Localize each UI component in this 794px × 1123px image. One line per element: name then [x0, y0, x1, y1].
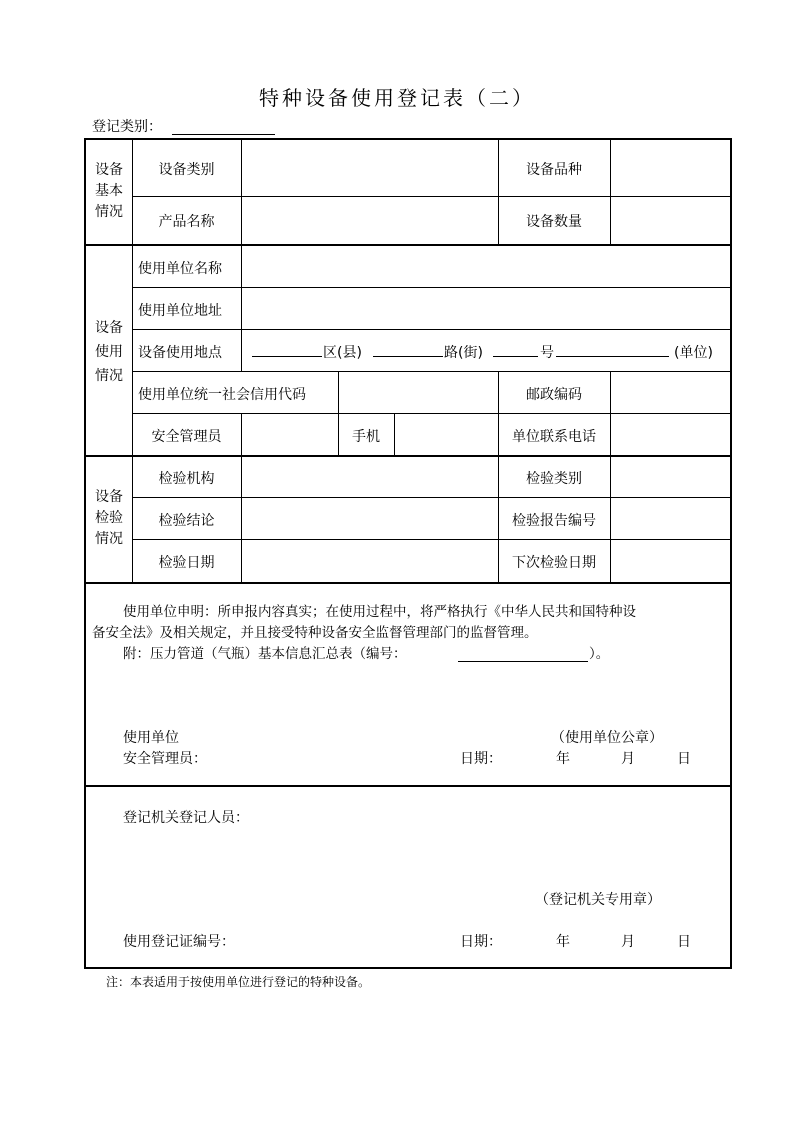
declaration-year: 年	[556, 751, 570, 767]
declaration-day: 日	[677, 751, 691, 767]
declaration-month: 月	[621, 751, 635, 767]
label-inspection-agency: 检验机构	[158, 471, 215, 487]
field-next-inspection-date[interactable]	[611, 540, 731, 581]
label-credit-code: 使用单位统一社会信用代码	[138, 387, 306, 403]
user-unit-seal: （使用单位公章）	[551, 730, 663, 746]
label-unit-name: 使用单位名称	[138, 261, 222, 277]
label-road: 路(街)	[444, 345, 483, 361]
declaration-line-2: 备安全法》及相关规定，并且接受特种设备安全监督管理部门的监督管理。	[92, 625, 538, 641]
field-equipment-quantity[interactable]	[611, 197, 731, 244]
registration-month: 月	[621, 934, 635, 950]
field-location-number[interactable]	[493, 356, 538, 357]
label-inspection-category: 检验类别	[526, 471, 582, 487]
label-next-inspection-date: 下次检验日期	[512, 555, 596, 571]
label-postal-code: 邮政编码	[526, 387, 582, 403]
declaration-safety-manager-label: 安全管理员：	[123, 751, 207, 767]
label-mobile: 手机	[352, 429, 380, 445]
registration-seal: （登记机关专用章）	[535, 892, 661, 908]
label-district: 区(县)	[323, 345, 362, 361]
registration-form	[84, 138, 732, 969]
label-equipment-variety: 设备品种	[526, 162, 582, 178]
declaration-line-1: 使用单位申明：所申报内容真实；在使用过程中，将严格执行《中华人民共和国特种设	[123, 604, 636, 620]
row-divider	[132, 329, 732, 330]
col-divider	[132, 244, 133, 455]
field-location-road[interactable]	[373, 356, 443, 357]
field-location-district[interactable]	[252, 356, 322, 357]
field-mobile[interactable]	[395, 414, 497, 455]
field-equipment-category[interactable]	[242, 141, 497, 196]
field-unit-address[interactable]	[242, 288, 731, 329]
user-unit-label: 使用单位	[123, 730, 179, 746]
registration-category-field[interactable]	[172, 134, 275, 135]
field-product-name[interactable]	[242, 197, 497, 244]
attachment-line: 附：压力管道（气瓶）基本信息汇总表（编号：	[123, 646, 407, 662]
label-usage-location: 设备使用地点	[138, 345, 222, 361]
section-label-usage: 设备 使用 情况	[95, 320, 123, 384]
registration-day: 日	[677, 934, 691, 950]
section-divider	[86, 785, 732, 787]
field-inspection-date[interactable]	[242, 540, 497, 581]
attachment-number-field[interactable]	[458, 661, 588, 662]
field-inspection-category[interactable]	[611, 456, 731, 497]
label-number: 号	[540, 345, 554, 361]
declaration-date-label: 日期：	[460, 751, 502, 767]
field-inspection-agency[interactable]	[242, 456, 497, 497]
field-equipment-variety[interactable]	[611, 141, 731, 196]
field-inspection-conclusion[interactable]	[242, 498, 497, 539]
label-unit-phone: 单位联系电话	[512, 429, 596, 445]
attachment-line-end: ）。	[589, 646, 610, 662]
label-inspection-report-number: 检验报告编号	[512, 513, 596, 529]
field-inspection-report-number[interactable]	[611, 498, 731, 539]
page-title: 特种设备使用登记表（二）	[259, 86, 535, 110]
registration-year: 年	[556, 934, 570, 950]
registration-date-label: 日期：	[460, 934, 502, 950]
label-inspection-conclusion: 检验结论	[158, 513, 215, 529]
field-postal-code[interactable]	[611, 372, 731, 413]
field-credit-code[interactable]	[339, 372, 497, 413]
label-product-name: 产品名称	[158, 214, 215, 230]
field-unit-name[interactable]	[242, 246, 731, 287]
section-divider	[86, 582, 732, 584]
field-unit-phone[interactable]	[611, 414, 731, 455]
section-label-inspection: 设备 检验 情况	[95, 489, 123, 547]
registration-category-label: 登记类别：	[92, 119, 162, 135]
label-unit: (单位)	[674, 345, 713, 361]
label-equipment-category: 设备类别	[158, 162, 215, 178]
footnote: 注：本表适用于按使用单位进行登记的特种设备。	[106, 975, 371, 989]
label-inspection-date: 检验日期	[158, 555, 215, 571]
field-location-unit[interactable]	[556, 356, 669, 357]
certificate-number-label: 使用登记证编号：	[123, 934, 235, 950]
registrar-label: 登记机关登记人员：	[123, 810, 249, 826]
label-safety-manager: 安全管理员	[151, 429, 222, 445]
label-unit-address: 使用单位地址	[138, 303, 222, 319]
label-equipment-quantity: 设备数量	[526, 214, 582, 230]
section-label-basic: 设备 基本 情况	[95, 162, 123, 220]
